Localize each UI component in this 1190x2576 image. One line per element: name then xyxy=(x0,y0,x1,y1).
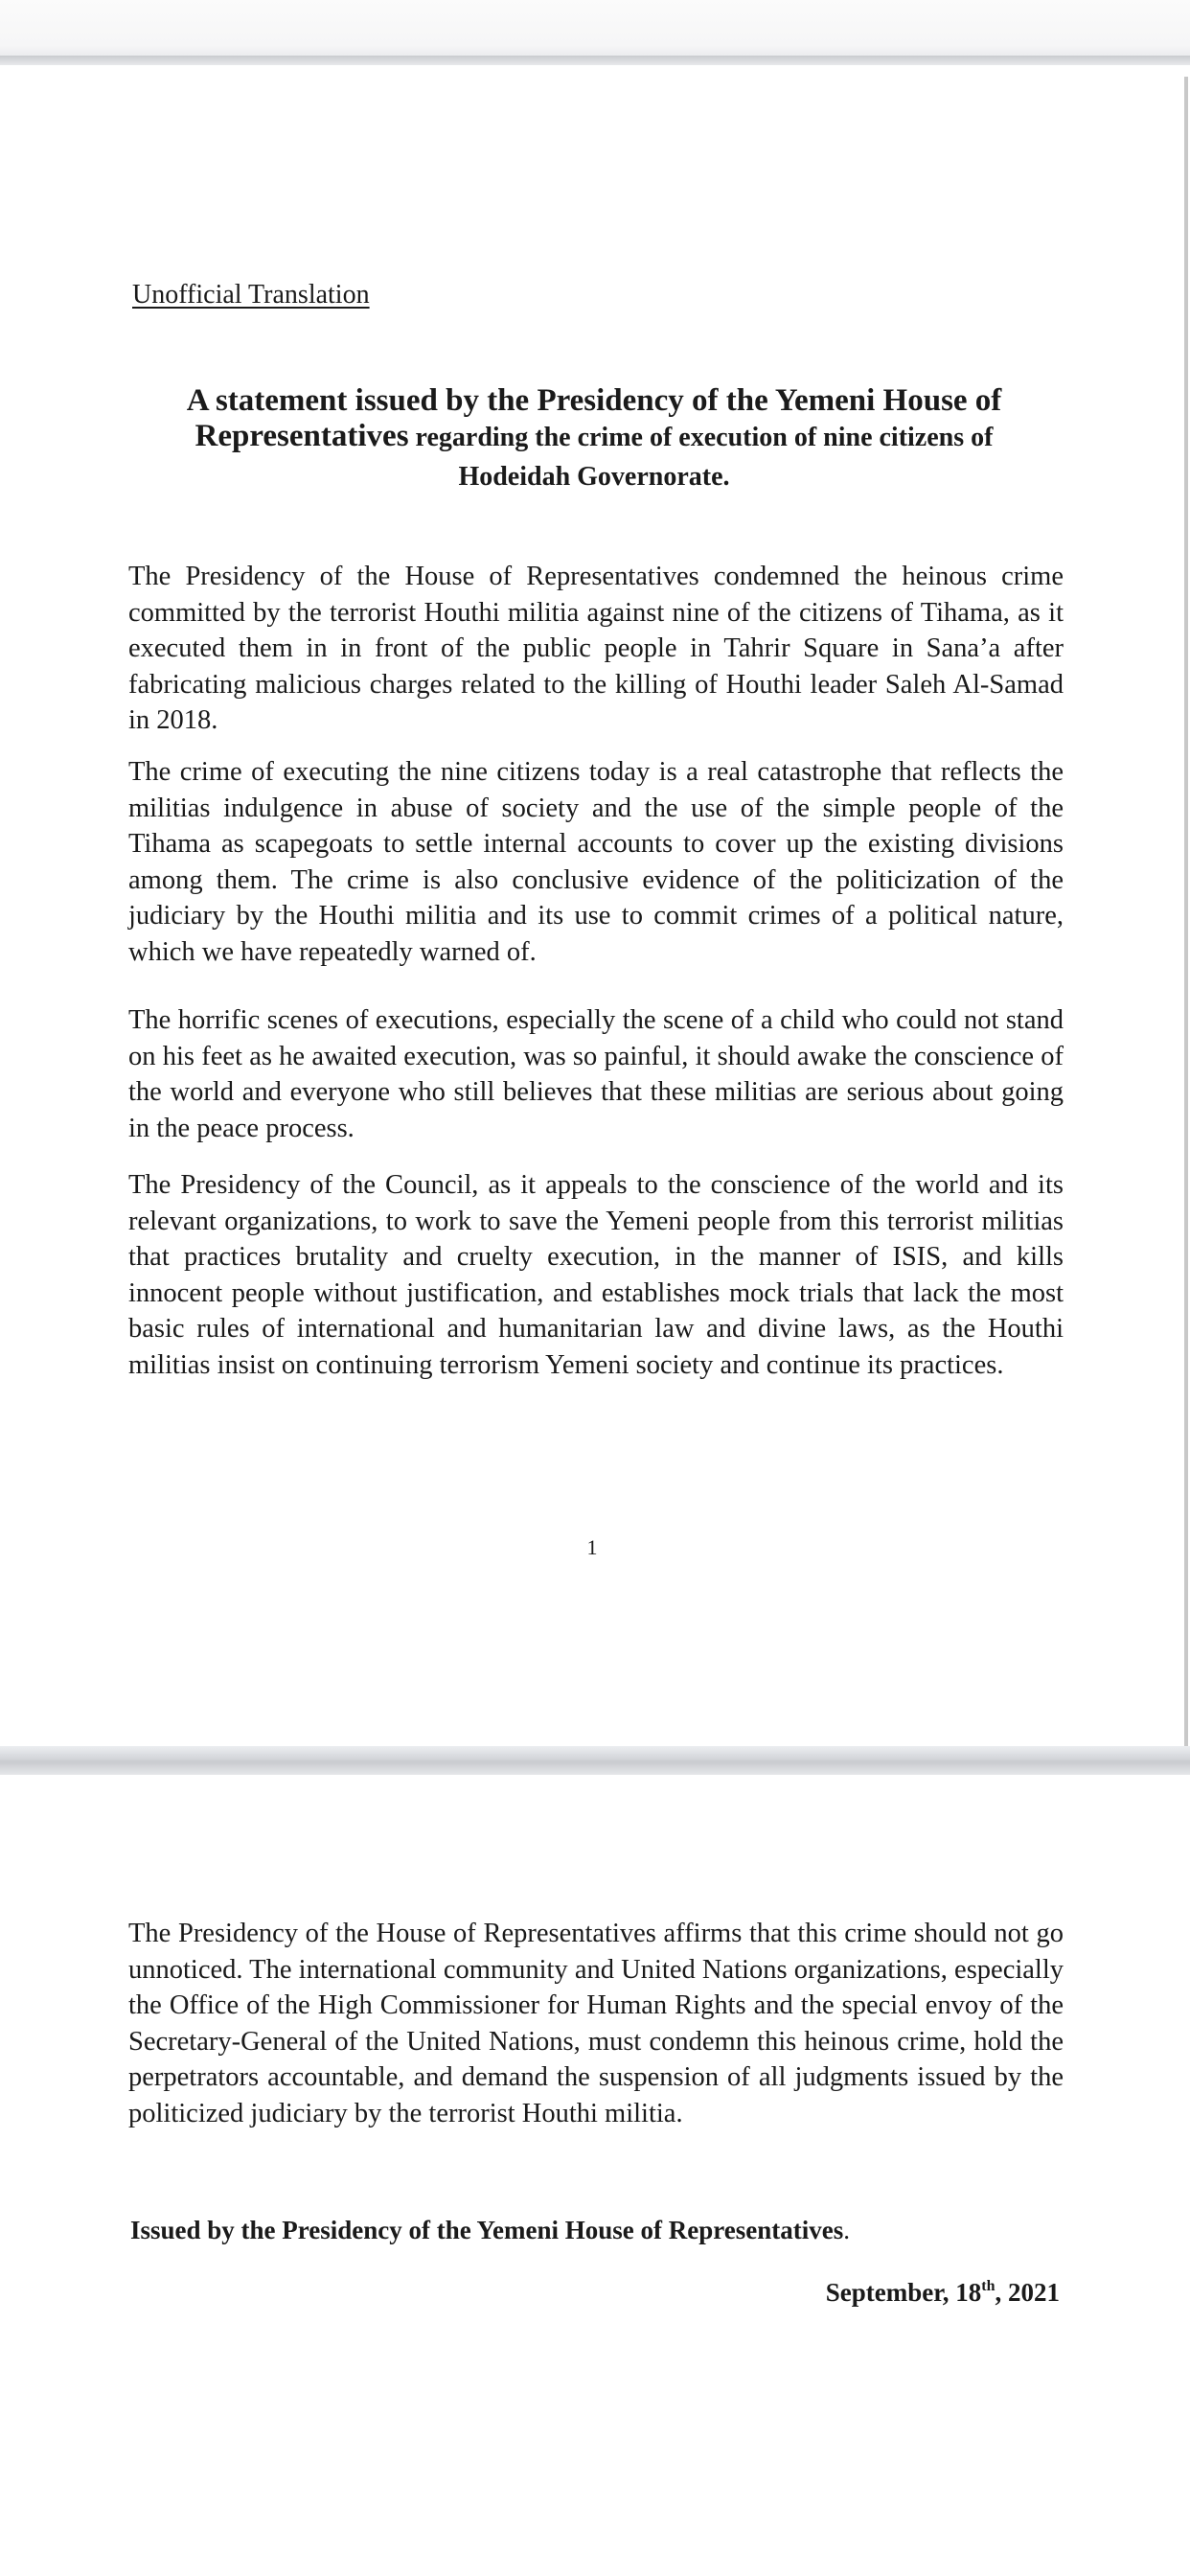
paragraph-horrific-scenes: The horrific scenes of executions, especially the scene of a child who could not stand on his feet as he awaited execution, was so painful, it should awake the conscience of the world and everyone who still believes that these militias are serious about going in the peace process. xyxy=(128,1005,1064,1143)
issued-by-text: Issued by the Presidency of the Yemeni House of Representatives xyxy=(130,2216,844,2244)
page-number: 1 xyxy=(586,1535,598,1559)
issued-by-period: . xyxy=(843,2216,850,2244)
previous-page-edge xyxy=(0,0,1190,65)
title-line-3: Hodeidah Governorate. xyxy=(458,462,730,492)
title-line-2 xyxy=(125,419,1064,459)
issued-by-line xyxy=(130,2216,850,2245)
paragraph-catastrophe: The crime of executing the nine citizens today is a real catastrophe that reflects the militias indulgence in abuse of society and the use of the simple people of the Tihama as scapegoats to settle internal accounts to cover up the existing divisions among them. The crime is also conclusive evidence of the politicization of the judiciary by the Houthi militia and its use to commit crimes of a political nature, which we have repeatedly warned of. xyxy=(128,757,1064,967)
paragraph-affirmation: The Presidency of the House of Representatives affirms that this crime should not go unnoticed. The international community and United Nations organizations, especially the Office of the High Commissioner for Human Rights and the special envoy of the Secretary-General of the United Nations, must condemn this heinous crime, hold the perpetrators accountable, and demand the suspension of all judgments issued by the politicized judiciary by the terrorist Houthi militia. xyxy=(128,1919,1064,2128)
title-line-2-small: regarding the crime of execution of nine citizens of xyxy=(408,423,994,452)
document-page-2 xyxy=(0,1775,1184,2576)
page-separator xyxy=(0,1746,1190,1775)
date-day: September, 18 xyxy=(825,2278,982,2307)
title-line-2-big: Representatives xyxy=(195,419,409,453)
document-page-1 xyxy=(0,77,1188,1746)
unofficial-translation-label: Unofficial Translation xyxy=(132,280,370,310)
statement-date xyxy=(826,2278,1060,2308)
date-ordinal: th xyxy=(981,2278,995,2294)
title-line-1: A statement issued by the Presidency of the Yemeni House of xyxy=(186,383,1002,418)
paragraph-appeal: The Presidency of the Council, as it appeals to the conscience of the world and its relevant organizations, to work to save the Yemeni people from this terrorist militias that practices brutality and cruelty execution, in the manner of ISIS, and kills innocent people without justification, and establishes mock trials that lack the most basic rules of international and humanitarian law and divine laws, as the Houthi militias insist on continuing terrorism Yemeni society and continue its practices. xyxy=(128,1170,1064,1380)
paragraph-condemnation: The Presidency of the House of Representatives condemned the heinous crime committed by the terrorist Houthi militia against nine of the citizens of Tihama, as it executed them in in front of the public people in Tahrir Square in Sana’a after fabricating malicious charges related to the killing of Houthi leader Saleh Al-Samad in 2018. xyxy=(128,562,1064,735)
statement-title xyxy=(125,383,1064,494)
date-year: , 2021 xyxy=(995,2278,1060,2307)
